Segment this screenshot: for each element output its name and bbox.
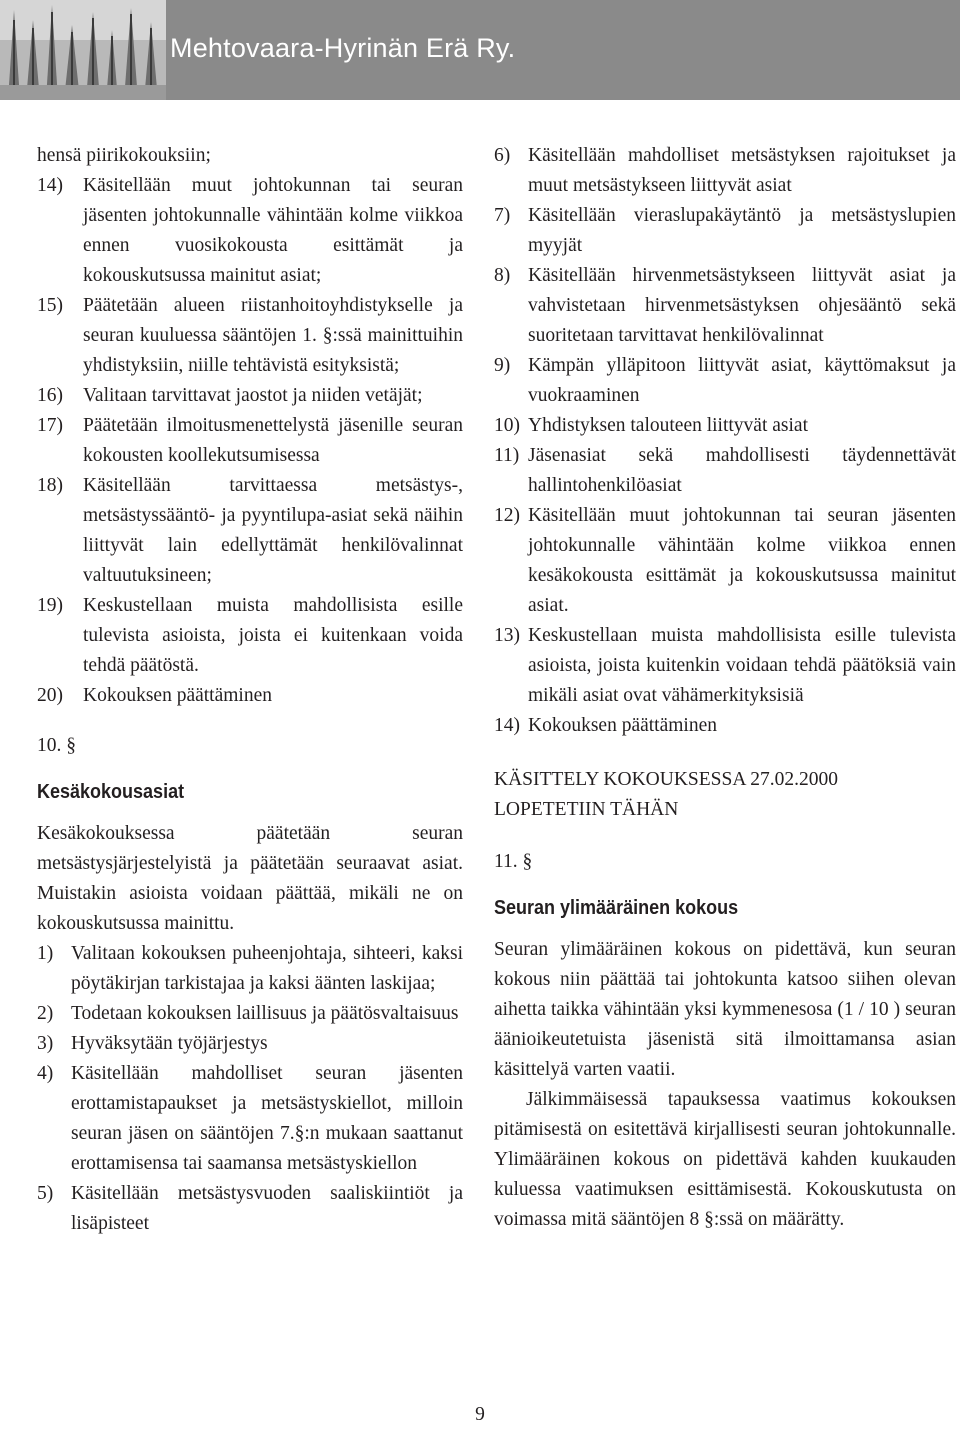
list-item-number: 12) bbox=[494, 505, 520, 526]
list-items-14-20 bbox=[37, 171, 463, 711]
list-item-number: 1) bbox=[37, 943, 54, 964]
list-item-number: 3) bbox=[37, 1033, 54, 1054]
list-item-text: Keskustellaan muista mahdollisista esille tulevista asioista, joista ei kuitenkaan voida tehdä päätöstä. bbox=[83, 595, 463, 676]
right-column bbox=[494, 141, 956, 1235]
list-item-number: 11) bbox=[494, 445, 520, 466]
list-item-number: 13) bbox=[494, 625, 520, 646]
list-item bbox=[494, 411, 956, 441]
list-item-number: 15) bbox=[37, 295, 63, 316]
list-item-number: 14) bbox=[494, 715, 520, 736]
list-item-text: Kokouksen päättäminen bbox=[528, 715, 717, 736]
list-item-text: Käsitellään mahdolliset seuran jäsenten erottamistapaukset ja metsästyskiellot, milloin seuran jäsen on sääntöjen 7.§:n mukaan saattanut erottamisensa tai saamansa metsästyskiellon bbox=[71, 1063, 463, 1174]
list-item bbox=[37, 591, 463, 681]
list-item-text: Yhdistyksen talouteen liittyvät asiat bbox=[528, 415, 808, 436]
list-item bbox=[37, 1029, 463, 1059]
list-item-number: 9) bbox=[494, 355, 511, 376]
extraordinary-meeting-paragraph-2: Jälkimmäisessä tapauksessa vaatimus kokouksen pitämisestä on esitettävä kirjallisesti seuran johtokunnalle. Ylimääräinen kokous on pidettävä kahden kuukauden kuluessa vaatimuksen esittämisestä. Kokouskutusta on voimassa mitä sääntöjen 8 §:ssä on määrätty. bbox=[494, 1089, 956, 1230]
list-item-text: Keskustellaan muista mahdollisista esille tulevista asioista, joista kuitenkin voidaan tehdä päätöksiä vain mikäli asiat ovat vähämerkityksisiä bbox=[528, 625, 956, 706]
forest-photo bbox=[0, 0, 170, 100]
list-item-number: 8) bbox=[494, 265, 511, 286]
handled-notice-line-1: KÄSITTELY KOKOUKSESSA 27.02.2000 bbox=[494, 769, 839, 790]
list-item-text: Käsitellään hirvenmetsästykseen liittyvät asiat ja vahvistetaan hirvenmetsästyksen ohjesääntö sekä suoritetaan tarvittavat henkilövalinnat bbox=[528, 265, 956, 346]
list-item bbox=[37, 999, 463, 1029]
list-item-number: 16) bbox=[37, 385, 63, 406]
list-item-text: Käsitellään muut johtokunnan tai seuran jäsenten johtokunnalle vähintään kolme viikkoa ennen kesäkokousta esittämät ja kokouskutsussa mainitut asiat. bbox=[528, 505, 956, 616]
list-item-text: Todetaan kokouksen laillisuus ja päätösvaltaisuus bbox=[71, 1003, 459, 1024]
list-item-number: 19) bbox=[37, 595, 63, 616]
page-header bbox=[0, 0, 960, 100]
handled-notice-line-2: LOPETETIIN TÄHÄN bbox=[494, 799, 679, 820]
list-item-text: Valitaan tarvittavat jaostot ja niiden vetäjät; bbox=[83, 385, 423, 406]
list-item bbox=[494, 141, 956, 201]
list-item bbox=[37, 291, 463, 381]
list-item bbox=[494, 261, 956, 351]
list-item-text: Käsitellään muut johtokunnan tai seuran jäsenten johtokunnalle vähintään kolme viikkoa ennen vuosikokousta esittämät ja kokouskutsussa mainitut asiat; bbox=[83, 175, 463, 286]
section-heading-extraordinary-meeting: Seuran ylimääräinen kokous bbox=[494, 897, 739, 919]
extraordinary-meeting-paragraph-1: Seuran ylimääräinen kokous on pidettävä, kun seuran kokous niin päättää tai johtokunta katsoo siihen olevan aihetta taikka vähintään yksi kymmenesosa (1 / 10 ) seuran äänioikeutetuista jäsenistä sitä ilmoittamansa asian käsittelyä varten vaatii. bbox=[494, 939, 956, 1080]
list-item bbox=[494, 501, 956, 621]
list-item-text: Käsitellään tarvittaessa metsästys-, metsästyssääntö- ja pyyntilupa-asiat sekä näihin liittyvät lain edellyttämät henkilövalinnat valtuutuksineen; bbox=[83, 475, 463, 586]
list-item-text: Jäsenasiat sekä mahdollisesti täydennettävät hallintohenkilöasiat bbox=[528, 445, 956, 496]
list-item bbox=[37, 681, 463, 711]
page-number: 9 bbox=[475, 1404, 485, 1425]
list-item-text: Päätetään ilmoitusmenettelystä jäsenille seuran kokousten koollekutsumisessa bbox=[83, 415, 463, 466]
section-intro-paragraph: Kesäkokouksessa päätetään seuran metsästysjärjestelyistä ja päätetään seuraavat asiat. Muistakin asioista voidaan päättää, mikäli ne on kokouskutsussa mainittu. bbox=[37, 823, 463, 934]
list-item bbox=[37, 171, 463, 291]
list-item-number: 20) bbox=[37, 685, 63, 706]
list-item-number: 17) bbox=[37, 415, 63, 436]
list-item-number: 5) bbox=[37, 1183, 54, 1204]
list-item-text: Käsitellään metsästysvuoden saaliskiintiöt ja lisäpisteet bbox=[71, 1183, 463, 1234]
list-item bbox=[37, 411, 463, 471]
left-column bbox=[37, 141, 463, 1239]
list-item bbox=[494, 621, 956, 711]
list-item bbox=[37, 939, 463, 999]
list-item bbox=[494, 441, 956, 501]
list-item-text: Hyväksytään työjärjestys bbox=[71, 1033, 268, 1054]
list-item-number: 4) bbox=[37, 1063, 54, 1084]
list-item-text: Käsitellään vieraslupakäytäntö ja metsästyslupien myyjät bbox=[528, 205, 956, 256]
list-item bbox=[494, 351, 956, 411]
list-item bbox=[37, 381, 463, 411]
list-item-number: 10) bbox=[494, 415, 520, 436]
list-item-number: 14) bbox=[37, 175, 63, 196]
list-item bbox=[494, 201, 956, 261]
list-item-number: 18) bbox=[37, 475, 63, 496]
list-items-6-14 bbox=[494, 141, 956, 741]
list-item-number: 7) bbox=[494, 205, 511, 226]
header-title: Mehtovaara-Hyrinän Erä Ry. bbox=[170, 33, 516, 63]
list-item-text: Päätetään alueen riistanhoitoyhdistykselle ja seuran kuuluessa sääntöjen 1. §:ssä mainittuihin yhdistyksiin, niille tehtävistä esityksistä; bbox=[83, 295, 463, 376]
list-item-number: 6) bbox=[494, 145, 511, 166]
list-item-text: Kämpän ylläpitoon liittyvät asiat, käyttömaksut ja vuokraaminen bbox=[528, 355, 956, 406]
continued-fragment: hensä piirikokouksiin; bbox=[37, 145, 211, 166]
list-item bbox=[37, 471, 463, 591]
section-number-10: 10. § bbox=[37, 735, 76, 756]
list-items-1-5 bbox=[37, 939, 463, 1239]
list-item bbox=[494, 711, 956, 741]
list-item bbox=[37, 1179, 463, 1239]
section-number-11: 11. § bbox=[494, 851, 533, 872]
list-item-text: Käsitellään mahdolliset metsästyksen rajoitukset ja muut metsästykseen liittyvät asiat bbox=[528, 145, 956, 196]
list-item-number: 2) bbox=[37, 1003, 54, 1024]
list-item-text: Kokouksen päättäminen bbox=[83, 685, 272, 706]
list-item-text: Valitaan kokouksen puheenjohtaja, sihteeri, kaksi pöytäkirjan tarkistajaa ja kaksi äänten laskijaa; bbox=[71, 943, 463, 994]
section-heading-kesakokousasiat: Kesäkokousasiat bbox=[37, 781, 185, 803]
list-item bbox=[37, 1059, 463, 1179]
